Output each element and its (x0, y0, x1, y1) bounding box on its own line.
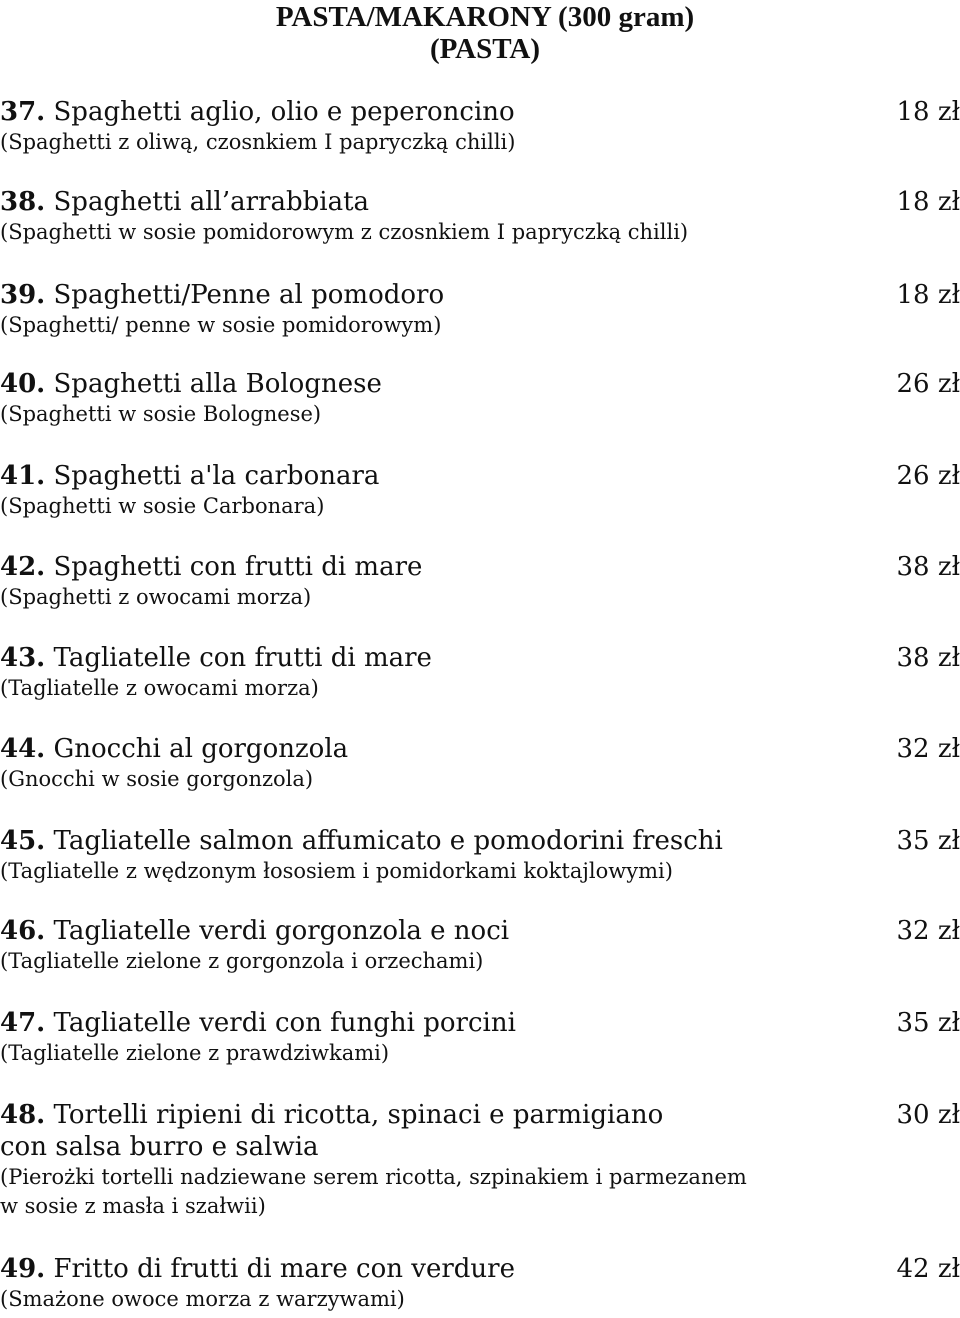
item-price: 38 zł (896, 552, 960, 582)
item-price: 18 zł (896, 187, 960, 217)
item-name-continued: con salsa burro e salwia (0, 1132, 319, 1162)
item-title: Spaghetti a'la carbonara (53, 461, 380, 491)
item-name (0, 915, 960, 947)
item-title: Spaghetti con frutti di mare (53, 552, 423, 582)
item-description-continued: w sosie z masła i szałwii) (0, 1194, 266, 1218)
item-title: Spaghetti alla Bolognese (53, 369, 382, 399)
item-number: 45. (0, 826, 46, 856)
item-title: Tagliatelle verdi gorgonzola e noci (53, 916, 510, 946)
menu-item (0, 1253, 960, 1314)
item-description: (Pierożki tortelli nadziewane serem ricotta, szpinakiem i parmezanem (0, 1165, 747, 1189)
menu-item (0, 460, 960, 521)
item-title: Fritto di frutti di mare con verdure (53, 1254, 515, 1284)
item-description: (Spaghetti w sosie Bolognese) (0, 402, 322, 426)
item-price: 35 zł (896, 826, 960, 856)
item-description: (Spaghetti z oliwą, czosnkiem I papryczką chilli) (0, 130, 516, 154)
item-number: 47. (0, 1008, 46, 1038)
item-price: 38 zł (896, 643, 960, 673)
item-description: (Gnocchi w sosie gorgonzola) (0, 767, 314, 791)
item-description: (Tagliatelle z owocami morza) (0, 676, 319, 700)
item-price: 32 zł (896, 916, 960, 946)
item-description: (Spaghetti w sosie pomidorowym z czosnkiem I papryczką chilli) (0, 220, 689, 244)
item-price: 26 zł (896, 369, 960, 399)
item-title: Spaghetti aglio, olio e peperoncino (53, 97, 515, 127)
item-title: Tortelli ripieni di ricotta, spinaci e parmigiano (53, 1100, 664, 1130)
item-description: (Smażone owoce morza z warzywami) (0, 1287, 405, 1311)
item-price: 18 zł (896, 97, 960, 127)
item-number: 38. (0, 187, 46, 217)
item-number: 39. (0, 280, 46, 310)
menu-item (0, 733, 960, 794)
item-description: (Tagliatelle zielone z gorgonzola i orzechami) (0, 949, 484, 973)
menu-item (0, 1007, 960, 1068)
item-name (0, 733, 960, 765)
item-number: 48. (0, 1100, 46, 1130)
item-name (0, 1253, 960, 1285)
menu-item (0, 915, 960, 976)
menu-item (0, 1099, 960, 1221)
item-number: 46. (0, 916, 46, 946)
item-name (0, 368, 960, 400)
item-number: 37. (0, 97, 46, 127)
item-number: 49. (0, 1254, 46, 1284)
item-name (0, 279, 960, 311)
item-description: (Spaghetti w sosie Carbonara) (0, 494, 325, 518)
item-number: 40. (0, 369, 46, 399)
item-name (0, 96, 960, 128)
item-number: 44. (0, 734, 46, 764)
item-number: 43. (0, 643, 46, 673)
menu-item (0, 96, 960, 157)
section-subtitle: (PASTA) (429, 33, 541, 65)
item-number: 42. (0, 552, 46, 582)
item-title: Tagliatelle verdi con funghi porcini (53, 1008, 516, 1038)
item-description: (Spaghetti z owocami morza) (0, 585, 312, 609)
item-title: Tagliatelle salmon affumicato e pomodorini freschi (53, 826, 723, 856)
item-description: (Tagliatelle z wędzonym łososiem i pomidorkami koktajlowymi) (0, 859, 673, 883)
menu-item (0, 368, 960, 429)
item-title: Tagliatelle con frutti di mare (53, 643, 432, 673)
item-price: 42 zł (896, 1254, 960, 1284)
item-name (0, 642, 960, 674)
item-price: 26 zł (896, 461, 960, 491)
item-name (0, 825, 960, 857)
menu-item (0, 186, 960, 247)
item-description: (Tagliatelle zielone z prawdziwkami) (0, 1041, 390, 1065)
item-name (0, 1099, 960, 1131)
item-title: Spaghetti all’arrabbiata (53, 187, 370, 217)
item-price: 32 zł (896, 734, 960, 764)
item-price: 18 zł (896, 280, 960, 310)
menu-item (0, 279, 960, 340)
item-name (0, 551, 960, 583)
item-price: 30 zł (896, 1100, 960, 1130)
item-name (0, 1007, 960, 1039)
item-title: Gnocchi al gorgonzola (53, 734, 349, 764)
menu-item (0, 642, 960, 703)
item-price: 35 zł (896, 1008, 960, 1038)
item-name (0, 460, 960, 492)
menu-item (0, 551, 960, 612)
item-description: (Spaghetti/ penne w sosie pomidorowym) (0, 313, 442, 337)
item-title: Spaghetti/Penne al pomodoro (53, 280, 445, 310)
item-number: 41. (0, 461, 46, 491)
section-title: PASTA/MAKARONY (300 gram) (275, 1, 695, 33)
item-name (0, 186, 960, 218)
menu-item (0, 825, 960, 886)
